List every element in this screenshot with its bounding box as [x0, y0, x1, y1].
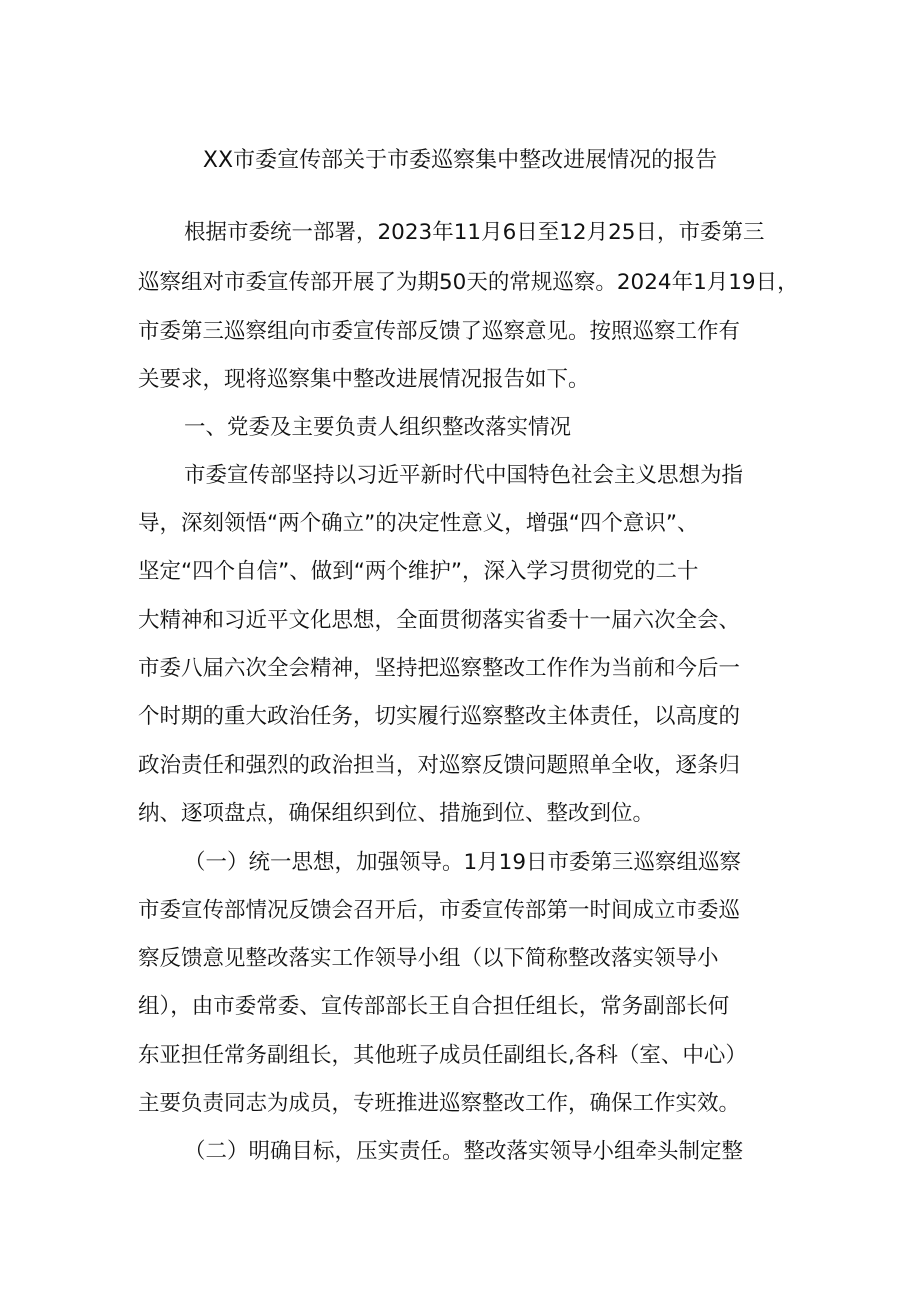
- paragraph-line: 巡察组对市委宣传部开展了为期50天的常规巡察。2024年1月19日，: [138, 270, 799, 295]
- paragraph-line: 个时期的重大政治任务，切实履行巡察整改主体责任，以高度的: [138, 704, 741, 729]
- paragraph-line: 市委八届六次全会精神，坚持把巡察整改工作作为当前和今后一: [138, 656, 741, 681]
- paragraph-line: 根据市委统一部署，2023年11月6日至12月25日，市委第三: [184, 220, 765, 245]
- paragraph-line: 察反馈意见整改落实工作领导小组（以下简称整改落实领导小: [138, 946, 719, 971]
- section-heading: 一、党委及主要负责人组织整改落实情况: [184, 415, 572, 440]
- paragraph-line: 政治责任和强烈的政治担当，对巡察反馈问题照单全收，逐条归: [138, 753, 741, 778]
- paragraph-line: 市委宣传部坚持以习近平新时代中国特色社会主义思想为指: [184, 463, 744, 488]
- paragraph-line: 导，深刻领悟“两个确立”的决定性意义，增强“四个意识”、: [138, 511, 699, 536]
- paragraph-line: 主要负责同志为成员，专班推进巡察整改工作，确保工作实效。: [138, 1091, 741, 1116]
- paragraph-line: 大精神和习近平文化思想，全面贯彻落实省委十一届六次全会、: [138, 608, 741, 633]
- paragraph-line: （一）统一思想，加强领导。1月19日市委第三巡察组巡察: [184, 850, 742, 875]
- paragraph-line: 组），由市委常委、宣传部部长王自合担任组长，常务副部长何: [138, 994, 730, 1019]
- paragraph-line: 关要求，现将巡察集中整改进展情况报告如下。: [138, 367, 590, 392]
- paragraph-line: （二）明确目标，压实责任。整改落实领导小组牵头制定整: [184, 1139, 744, 1164]
- paragraph-line: 市委第三巡察组向市委宣传部反馈了巡察意见。按照巡察工作有: [138, 319, 741, 344]
- paragraph-line: 纳、逐项盘点，确保组织到位、措施到位、整改到位。: [138, 801, 655, 826]
- paragraph-line: 东亚担任常务副组长，其他班子成员任副组长,各科（室、中心）: [138, 1043, 747, 1068]
- paragraph-line: 坚定“四个自信”、做到“两个维护”，深入学习贯彻党的二十: [138, 559, 699, 584]
- paragraph-line: 市委宣传部情况反馈会召开后，市委宣传部第一时间成立市委巡: [138, 898, 741, 923]
- document-title: XX市委宣传部关于市委巡察集中整改进展情况的报告: [202, 148, 718, 173]
